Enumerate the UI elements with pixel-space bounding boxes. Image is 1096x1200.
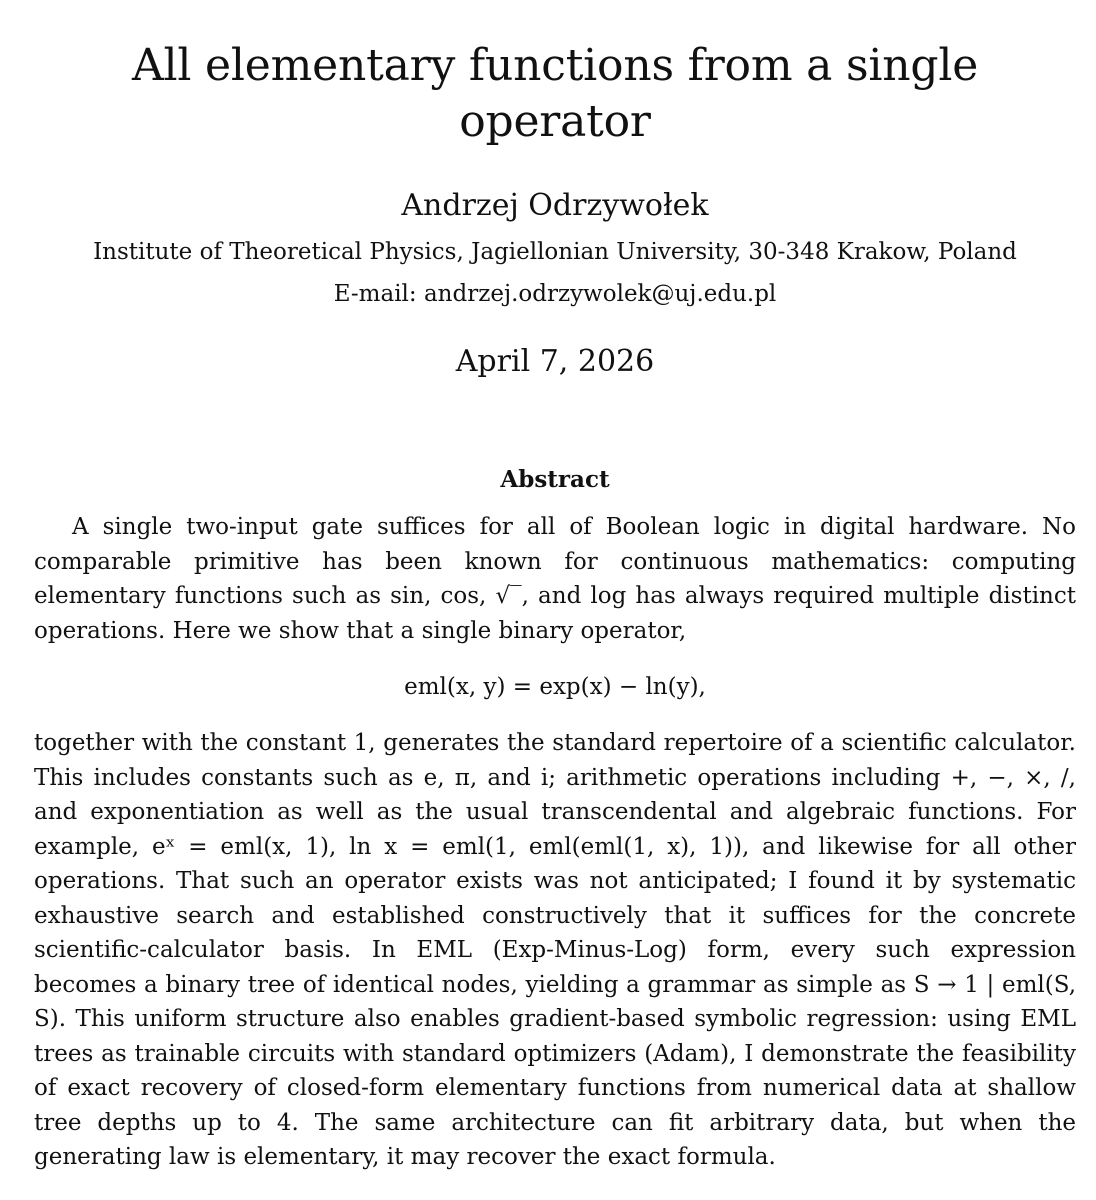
paper-title: All elementary functions from a single operator — [131, 40, 979, 147]
abstract-body — [34, 510, 1076, 1175]
author-name: Andrzej Odrzywołek — [401, 188, 709, 223]
eml-equation: eml(x, y) = exp(x) − ln(y), — [404, 674, 706, 700]
abstract-paragraph-main: together with the constant 1, generates the standard repertoire of a scientific calculator. This includes constants such as e, π, and i; arithmetic operations including +, −, ×, /, and exponentiation as well as the usual transcendental and algebraic functions. For example, eˣ = eml(x, 1), ln x = eml(1, eml(eml(1, x), 1)), and likewise for all other operations. That such an operator exists was not anticipated; I found it by systematic exhaustive search and established constructively that it suffices for the concrete scientific-calculator basis. In EML (Exp-Minus-Log) form, every such expression becomes a binary tree of identical nodes, yielding a grammar as simple as S → 1 | eml(S, S). This uniform structure also enables gradient-based symbolic regression: using EML trees as trainable circuits with standard optimizers (Adam), I demonstrate the feasibility of exact recovery of closed-form elementary functions from numerical data at shallow tree depths up to 4. The same architecture can fit arbitrary data, but when the generating law is elementary, it may recover the exact formula. — [34, 730, 1076, 1170]
abstract-heading: Abstract — [500, 466, 610, 493]
abstract-paragraph-intro: A single two-input gate suffices for all of Boolean logic in digital hardware. No comparable primitive has been known for continuous mathematics: computing elementary functions such as sin, cos, √‾, and log has always required multiple distinct operations. Here we show that a single binary operator, — [34, 514, 1076, 644]
paper-page — [0, 38, 1096, 1200]
author-affiliation: Institute of Theoretical Physics, Jagiellonian University, 30-348 Krakow, Poland — [93, 239, 1017, 265]
paper-date: April 7, 2026 — [455, 344, 655, 379]
author-email: E-mail: andrzej.odrzywolek@uj.edu.pl — [333, 281, 777, 307]
